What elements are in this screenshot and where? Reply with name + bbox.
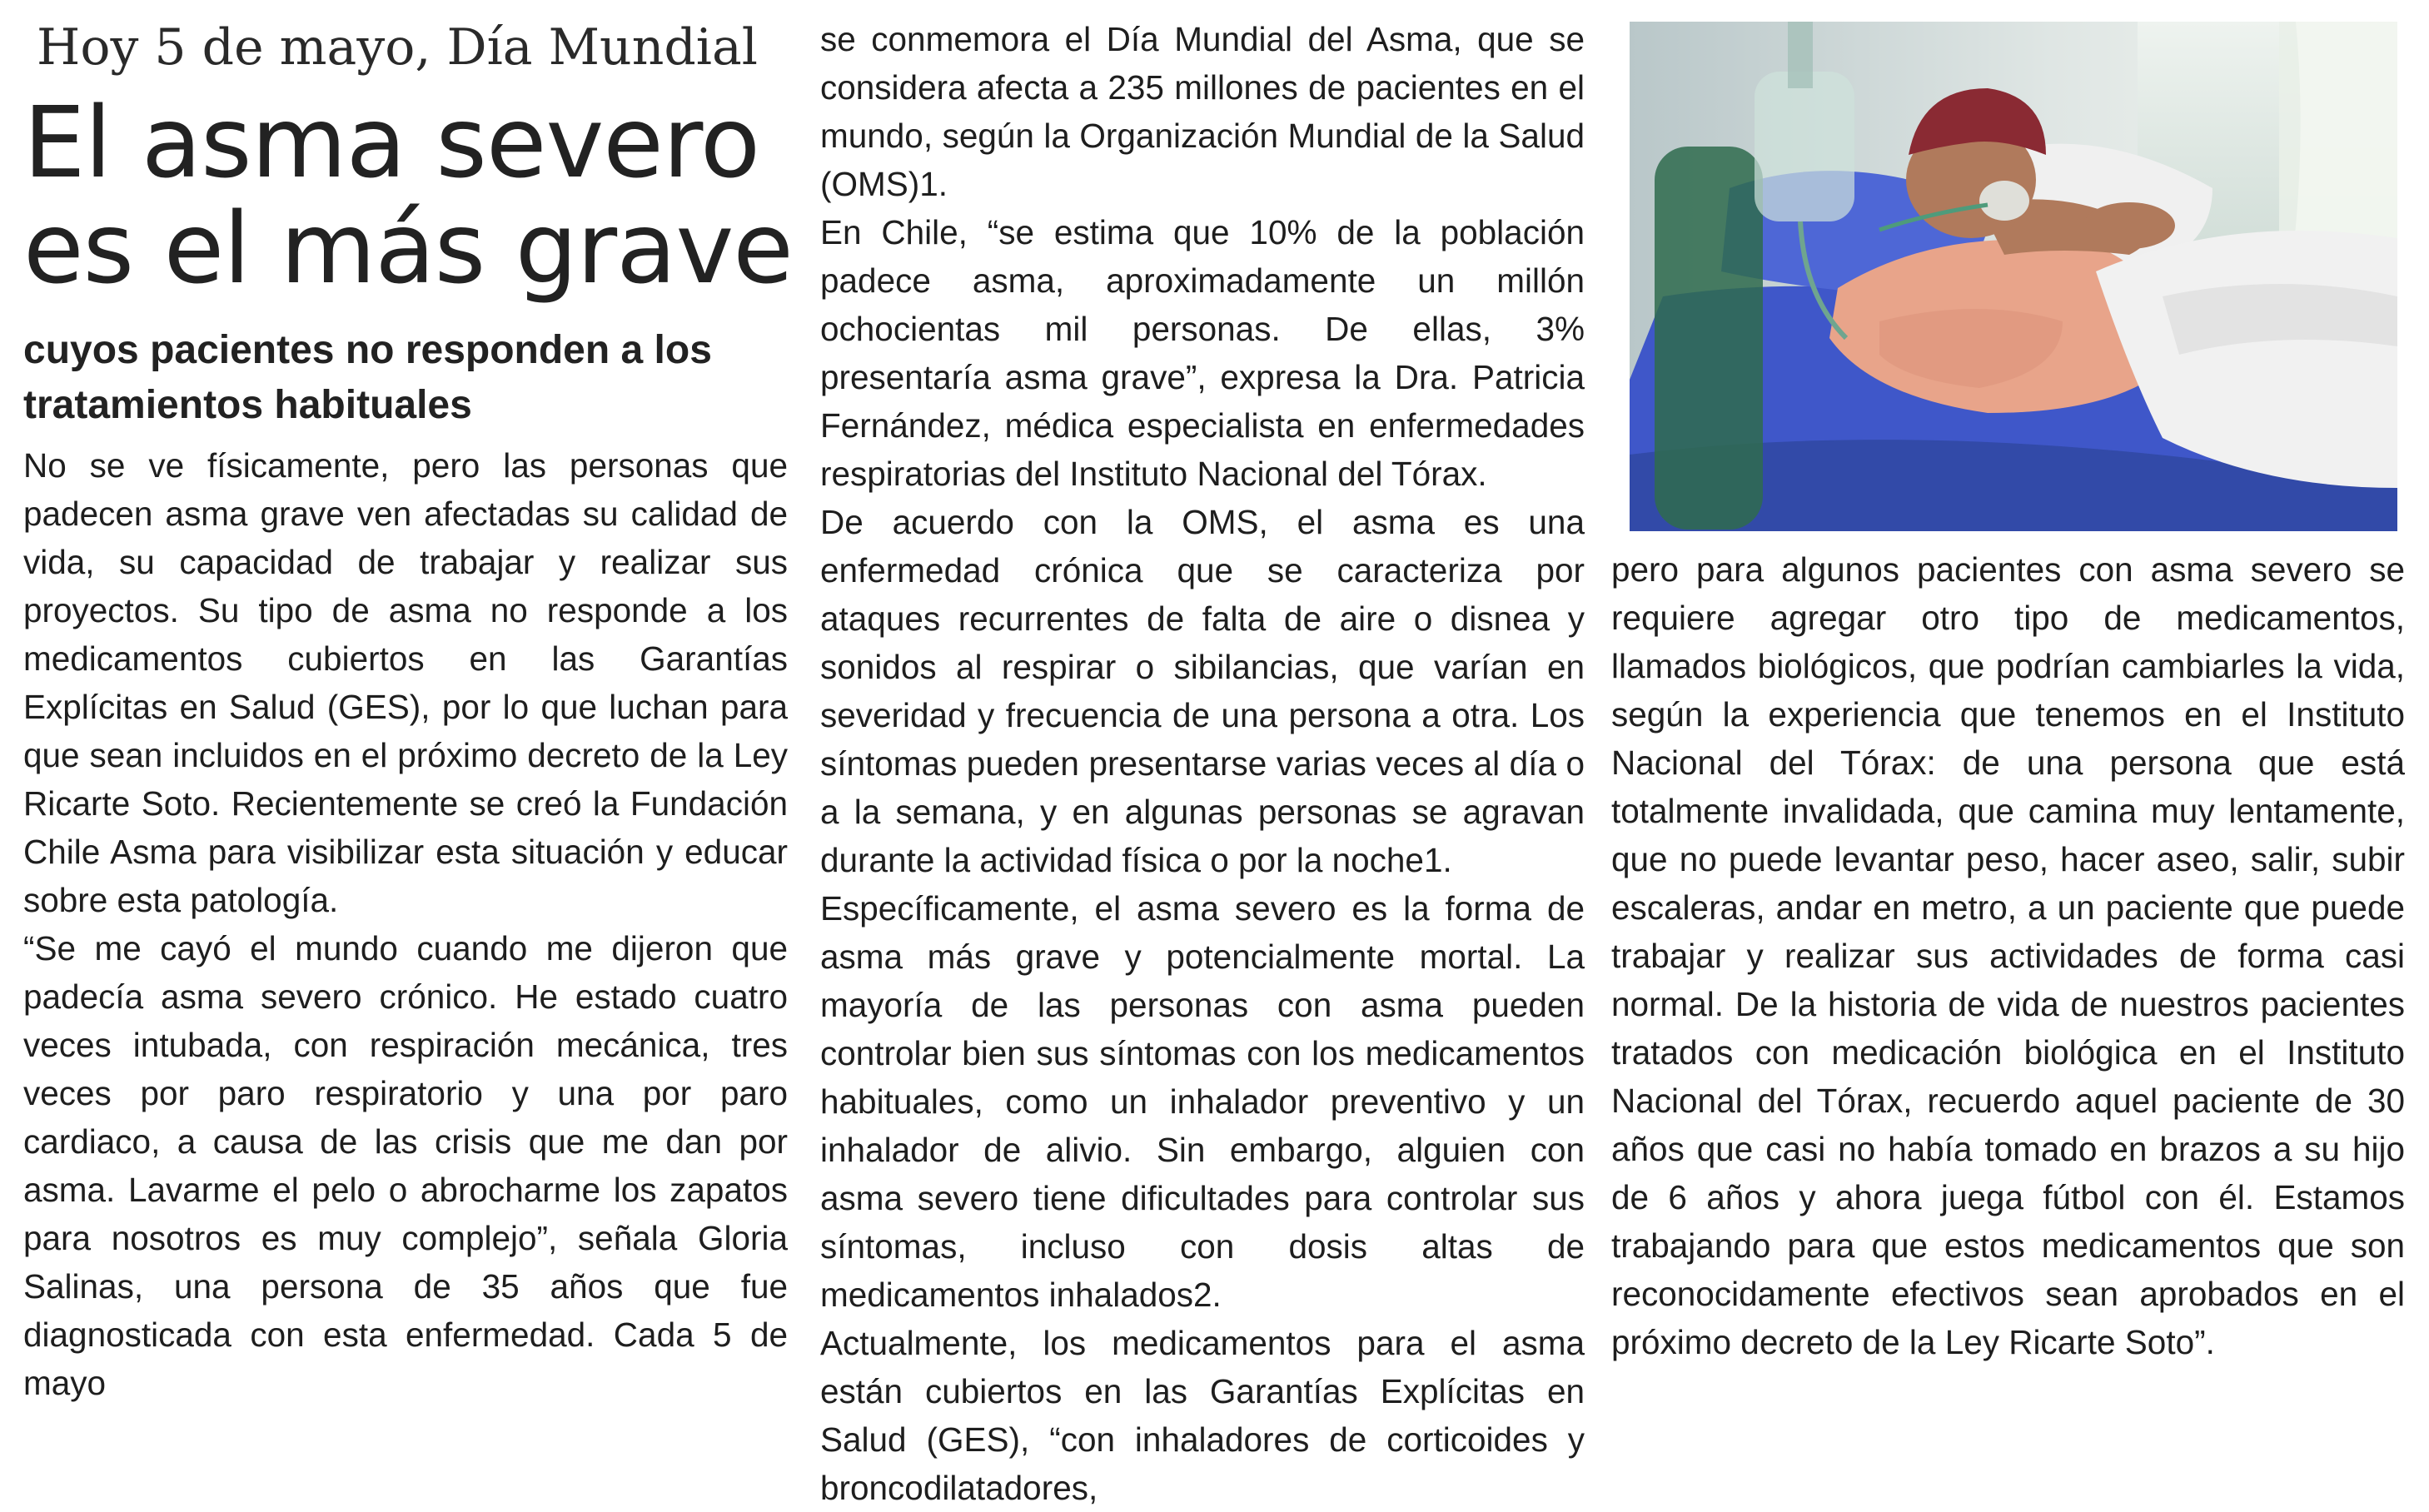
kicker: Hoy 5 de mayo, Día Mundial [37,18,758,77]
headline-line-1: El asma severo [23,85,760,200]
paragraph: En Chile, “se estima que 10% de la población padece asma, aproximadamente un millón ochocientas mil personas. De ellas, 3% presentaría asma grave”, expresa la Dra. Patricia Fernández, médica especialista en enfermedades respiratorias del Instituto Nacional del Tórax. [820,213,1585,493]
paragraph: Específicamente, el asma severo es la forma de asma más grave y potencialmente mortal. La mayoría de las personas con asma pueden controlar bien sus síntomas con los medicamentos habituales, como un inhalador preventivo y un inhalador de alivio. Sin embargo, alguien con asma severo tiene dificultades para controlar sus síntomas, incluso con dosis altas de medicamentos inhalados2. [820,889,1585,1314]
paragraph: Actualmente, los medicamentos para el asma están cubiertos en las Garantías Explícitas en Salud (GES), “con inhaladores de corticoides y broncodilatadores, [820,1324,1585,1507]
headline-line-2: es el más grave [23,191,793,306]
article-photo [1630,22,2397,531]
subheadline: cuyos pacientes no responden a los tratamientos habituales [23,328,712,427]
paragraph: “Se me cayó el mundo cuando me dijeron que padecía asma severo crónico. He estado cuatro veces intubada, con respiración mecánica, tres veces por paro respiratorio y una por paro cardiaco, a causa de las crisis que me dan por asma. Lavarme el pelo o abrocharme los zapatos para nosotros es muy complejo”, señala Gloria Salinas, una persona de 35 años que fue diagnosticada con esta enfermedad. Cada 5 de mayo [23,929,788,1402]
column-2 [820,0,1585,1512]
paragraph: se conmemora el Día Mundial del Asma, que se considera afecta a 235 millones de pacientes en el mundo, según la Organización Mundial de la Salud (OMS)1. [820,20,1585,203]
patient-photo-illustration [1630,22,2397,531]
headline [23,85,793,306]
column-1-body [23,441,788,1407]
paragraph: pero para algunos pacientes con asma severo se requiere agregar otro tipo de medicamentos, llamados biológicos, que podrían cambiarles la vida, según la experiencia que tenemos en el Instituto Nacional del Tórax: de una persona que está totalmente invalidada, que camina muy lentamente, que no puede levantar peso, hacer aseo, salir, subir escaleras, andar en metro, a un paciente que puede trabajar y realizar sus actividades de forma casi normal. De la historia de vida de nuestros pacientes tratados con medicación biológica en el Instituto Nacional del Tórax, recuerdo aquel paciente de 30 años que casi no había tomado en brazos a su hijo de 6 años y ahora juega fútbol con él. Estamos trabajando para que estos medicamentos que son reconocidamente efectivos sean aprobados en el próximo decreto de la Ley Ricarte Soto”. [1611,550,2405,1361]
paragraph: De acuerdo con la OMS, el asma es una enfermedad crónica que se caracteriza por ataques recurrentes de falta de aire o disnea y sonidos al respirar o sibilancias, que varían en severidad y frecuencia de una persona a otra. Los síntomas pueden presentarse varias veces al día o a la semana, y en algunas personas se agravan durante la actividad física o por la noche1. [820,503,1585,879]
column-3-body [1611,545,2405,1366]
column-1 [23,0,793,1407]
paragraph: No se ve físicamente, pero las personas que padecen asma grave ven afectadas su calidad de vida, su capacidad de trabajar y realizar sus proyectos. Su tipo de asma no responde a los medicamentos cubiertos en las Garantías Explícitas en Salud (GES), por lo que luchan para que sean incluidos en el próximo decreto de la Ley Ricarte Soto. Recientemente se creó la Fundación Chile Asma para visibilizar esta situación y educar sobre esta patología. [23,446,788,919]
column-2-body [820,15,1585,1512]
column-3 [1611,545,2405,1366]
